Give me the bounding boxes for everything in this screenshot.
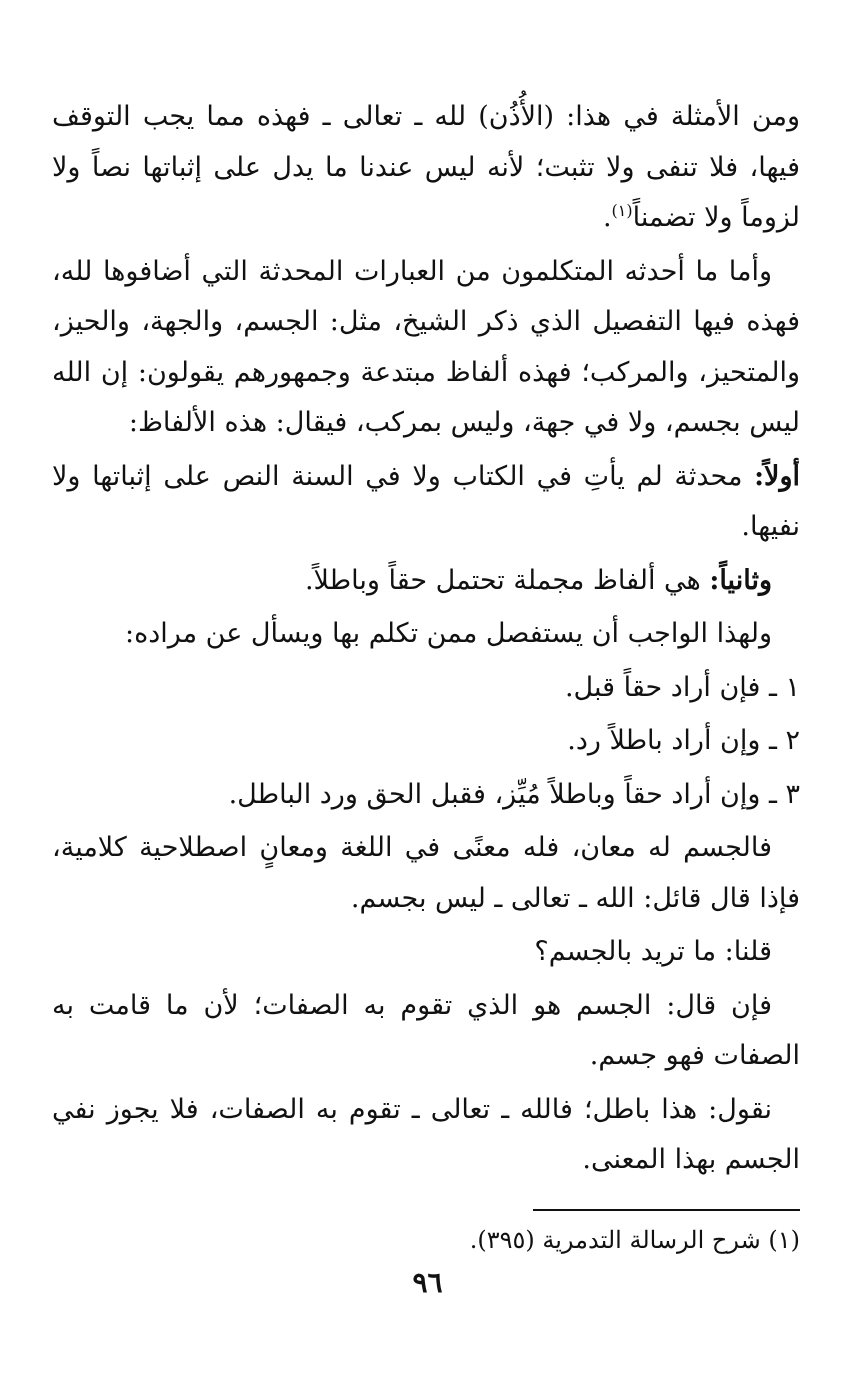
paragraph-2: وأما ما أحدثه المتكلمون من العبارات المحدثة التي أضافوها لله، فهذه فيها التفصيل الذي ذكر الشيخ، مثل: الجسم، والجهة، والحيز، والمتحيز، والمركب؛ فهذه ألفاظ مبتدعة وجمهورهم يقولون: إن الله ليس بجسم، ولا في جهة، وليس بمركب، فيقال: هذه الألفاظ: bbox=[52, 255, 800, 438]
list-item-2: ٢ ـ وإن أراد باطلاً رد. bbox=[567, 725, 800, 756]
paragraph-answer: فإن قال: الجسم هو الذي تقوم به الصفات؛ لأن ما قامت به الصفات فهو جسم. bbox=[52, 989, 800, 1071]
footnote-marker: (١) bbox=[611, 201, 633, 220]
paragraph-jism: فالجسم له معان، فله معنًى في اللغة ومعانٍ اصطلاحية كلامية، فإذا قال قائل: الله ـ تعالى ـ ليس بجسم. bbox=[52, 832, 800, 914]
second-point-label: وثانياً: bbox=[709, 564, 772, 596]
paragraph-istifsal: ولهذا الواجب أن يستفصل ممن تكلم بها ويسأل عن مراده: bbox=[124, 618, 772, 649]
footnote-divider bbox=[533, 1209, 800, 1211]
list-item-1: ١ ـ فإن أراد حقاً قبل. bbox=[564, 671, 800, 703]
paragraph-second-point: وثانياً: هي ألفاظ مجملة تحتمل حقاً وباطلاً. bbox=[304, 564, 772, 596]
paragraph-question: قلنا: ما تريد بالجسم؟ bbox=[534, 936, 772, 967]
list-item-3: ٣ ـ وإن أراد حقاً وباطلاً مُيِّز، فقبل الحق ورد الباطل. bbox=[228, 778, 800, 810]
paragraph-rebuttal: نقول: هذا باطل؛ فالله ـ تعالى ـ تقوم به الصفات، فلا يجوز نفي الجسم بهذا المعنى. bbox=[52, 1093, 800, 1175]
footnote: (١) شرح الرسالة التدمرية (٣٩٥). bbox=[469, 1226, 800, 1254]
page-body bbox=[52, 92, 800, 1189]
paragraph-first-point: أولاً: محدثة لم يأتِ في الكتاب ولا في السنة النص على إثباتها ولا نفيها. bbox=[52, 460, 800, 542]
page-number: ٩٦ bbox=[412, 1266, 443, 1299]
first-point-label: أولاً: bbox=[754, 460, 800, 492]
paragraph-1: ومن الأمثلة في هذا: (الأُذُن) لله ـ تعالى ـ فهذه مما يجب التوقف فيها، فلا تنفى ولا تثبت؛ لأنه ليس عندنا ما يدل على إثباتها نصاً ولا لزوماً ولا تضمناً$^{(١)}$. bbox=[52, 101, 800, 233]
